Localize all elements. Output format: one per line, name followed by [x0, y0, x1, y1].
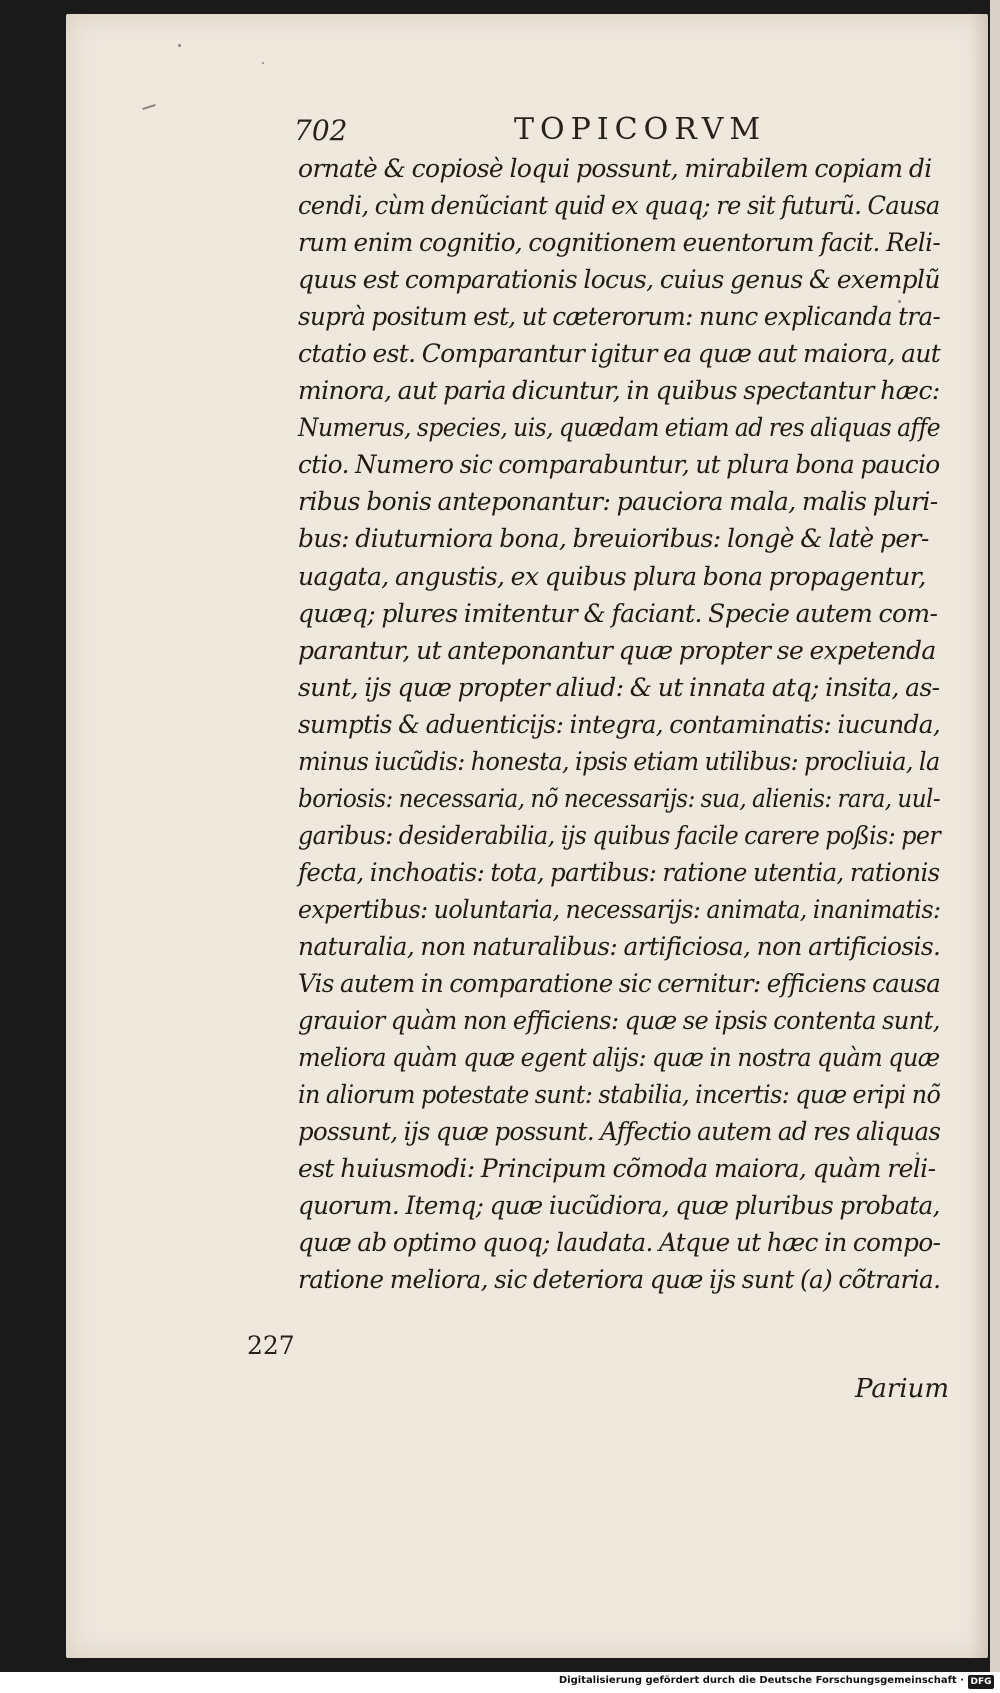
- text-line: possunt, ijs quæ possunt. Affectio autem ad res aliquas: [298, 1117, 941, 1147]
- page-header: [294, 110, 814, 150]
- text-line: boriosis: necessaria, nõ necessarijs: sua, alienis: rara, uul-: [298, 783, 941, 813]
- text-line: quus est comparationis locus, cuius genus & exemplũ: [298, 265, 940, 295]
- text-line: cendi, cùm denũciant quid ex quaq; re sit futurũ. Causa: [298, 191, 940, 221]
- text-line: quæq; plures imitentur & faciant. Specie autem com-: [298, 598, 938, 628]
- text-line: rum enim cognitio, cognitionem euentorum facit. Reli-: [298, 228, 941, 258]
- text-line: ornatè & copiosè loqui possunt, mirabilem copiam di: [298, 154, 932, 183]
- text-line: ctio. Numero sic comparabuntur, ut plura bona paucio: [298, 450, 940, 480]
- book-edge-strip: [990, 0, 1000, 1672]
- digitization-footer: [0, 1672, 1000, 1693]
- text-line: bus: diuturniora bona, breuioribus: longè & latè per-: [298, 524, 929, 554]
- text-line: grauior quàm non efficiens: quæ se ipsis contenta sunt,: [298, 1006, 940, 1036]
- text-line: Numerus, species, uis, quædam etiam ad res aliquas affe: [298, 413, 941, 443]
- funding-credit: Digitalisierung gefördert durch die Deutsche Forschungsgemeinschaft ·: [558, 1675, 964, 1686]
- text-line: parantur, ut anteponantur quæ propter se expetenda: [298, 635, 936, 665]
- text-line: suprà positum est, ut cæterorum: nunc explicanda tra-: [298, 302, 941, 332]
- ink-speck: [262, 62, 264, 64]
- catchword: Parium: [855, 1374, 949, 1404]
- text-line: garibus: desiderabilia, ijs quibus facile carere poßis: per: [298, 820, 941, 850]
- ink-speck: [178, 44, 181, 47]
- text-line: minora, aut paria dicuntur, in quibus spectantur hæc:: [298, 376, 940, 406]
- text-line: uagata, angustis, ex quibus plura bona propagentur,: [298, 561, 926, 591]
- page-curl-shadow: [970, 14, 988, 1658]
- text-line: meliora quàm quæ egent alijs: quæ in nostra quàm quæ: [298, 1043, 940, 1073]
- text-line: expertibus: uoluntaria, necessarijs: animata, inanimatis:: [298, 894, 941, 924]
- dfg-logo: DFG: [968, 1675, 994, 1689]
- text-line: ctatio est. Comparantur igitur ea quæ aut maiora, aut: [298, 339, 941, 369]
- text-line: sunt, ijs quæ propter aliud: & ut innata atq; insita, as-: [298, 672, 940, 702]
- ink-speck: [142, 104, 156, 110]
- text-line: naturalia, non naturalibus: artificiosa, non artificiosis.: [298, 931, 941, 961]
- margin-reference-number: 227: [247, 1331, 295, 1360]
- text-line: sumptis & aduenticijs: integra, contaminatis: iucunda,: [298, 709, 941, 739]
- text-line: quorum. Itemq; quæ iucũdiora, quæ pluribus probata,: [298, 1191, 940, 1221]
- text-line: in aliorum potestate sunt: stabilia, incertis: quæ eripi nõ: [298, 1080, 941, 1110]
- body-text: [298, 150, 940, 1298]
- text-line: quæ ab optimo quoq; laudata. Atque ut hæc in compo-: [298, 1228, 941, 1258]
- text-line: fecta, inchoatis: tota, partibus: ratione utentia, rationis: [298, 857, 940, 887]
- text-line: est huiusmodi: Principum cõmoda maiora, quàm reli-: [298, 1154, 936, 1184]
- text-line: ribus bonis anteponantur: pauciora mala, malis pluri-: [298, 487, 938, 517]
- text-line: Vis autem in comparatione sic cernitur: efficiens causa: [298, 969, 941, 999]
- page-number: 702: [294, 114, 348, 147]
- running-head: TOPICORVM: [514, 112, 767, 147]
- text-line: ratione meliora, sic deteriora quæ ijs sunt (a) cõtraria.: [298, 1265, 941, 1295]
- text-line: minus iucũdis: honesta, ipsis etiam utilibus: procliuia, la: [298, 746, 940, 776]
